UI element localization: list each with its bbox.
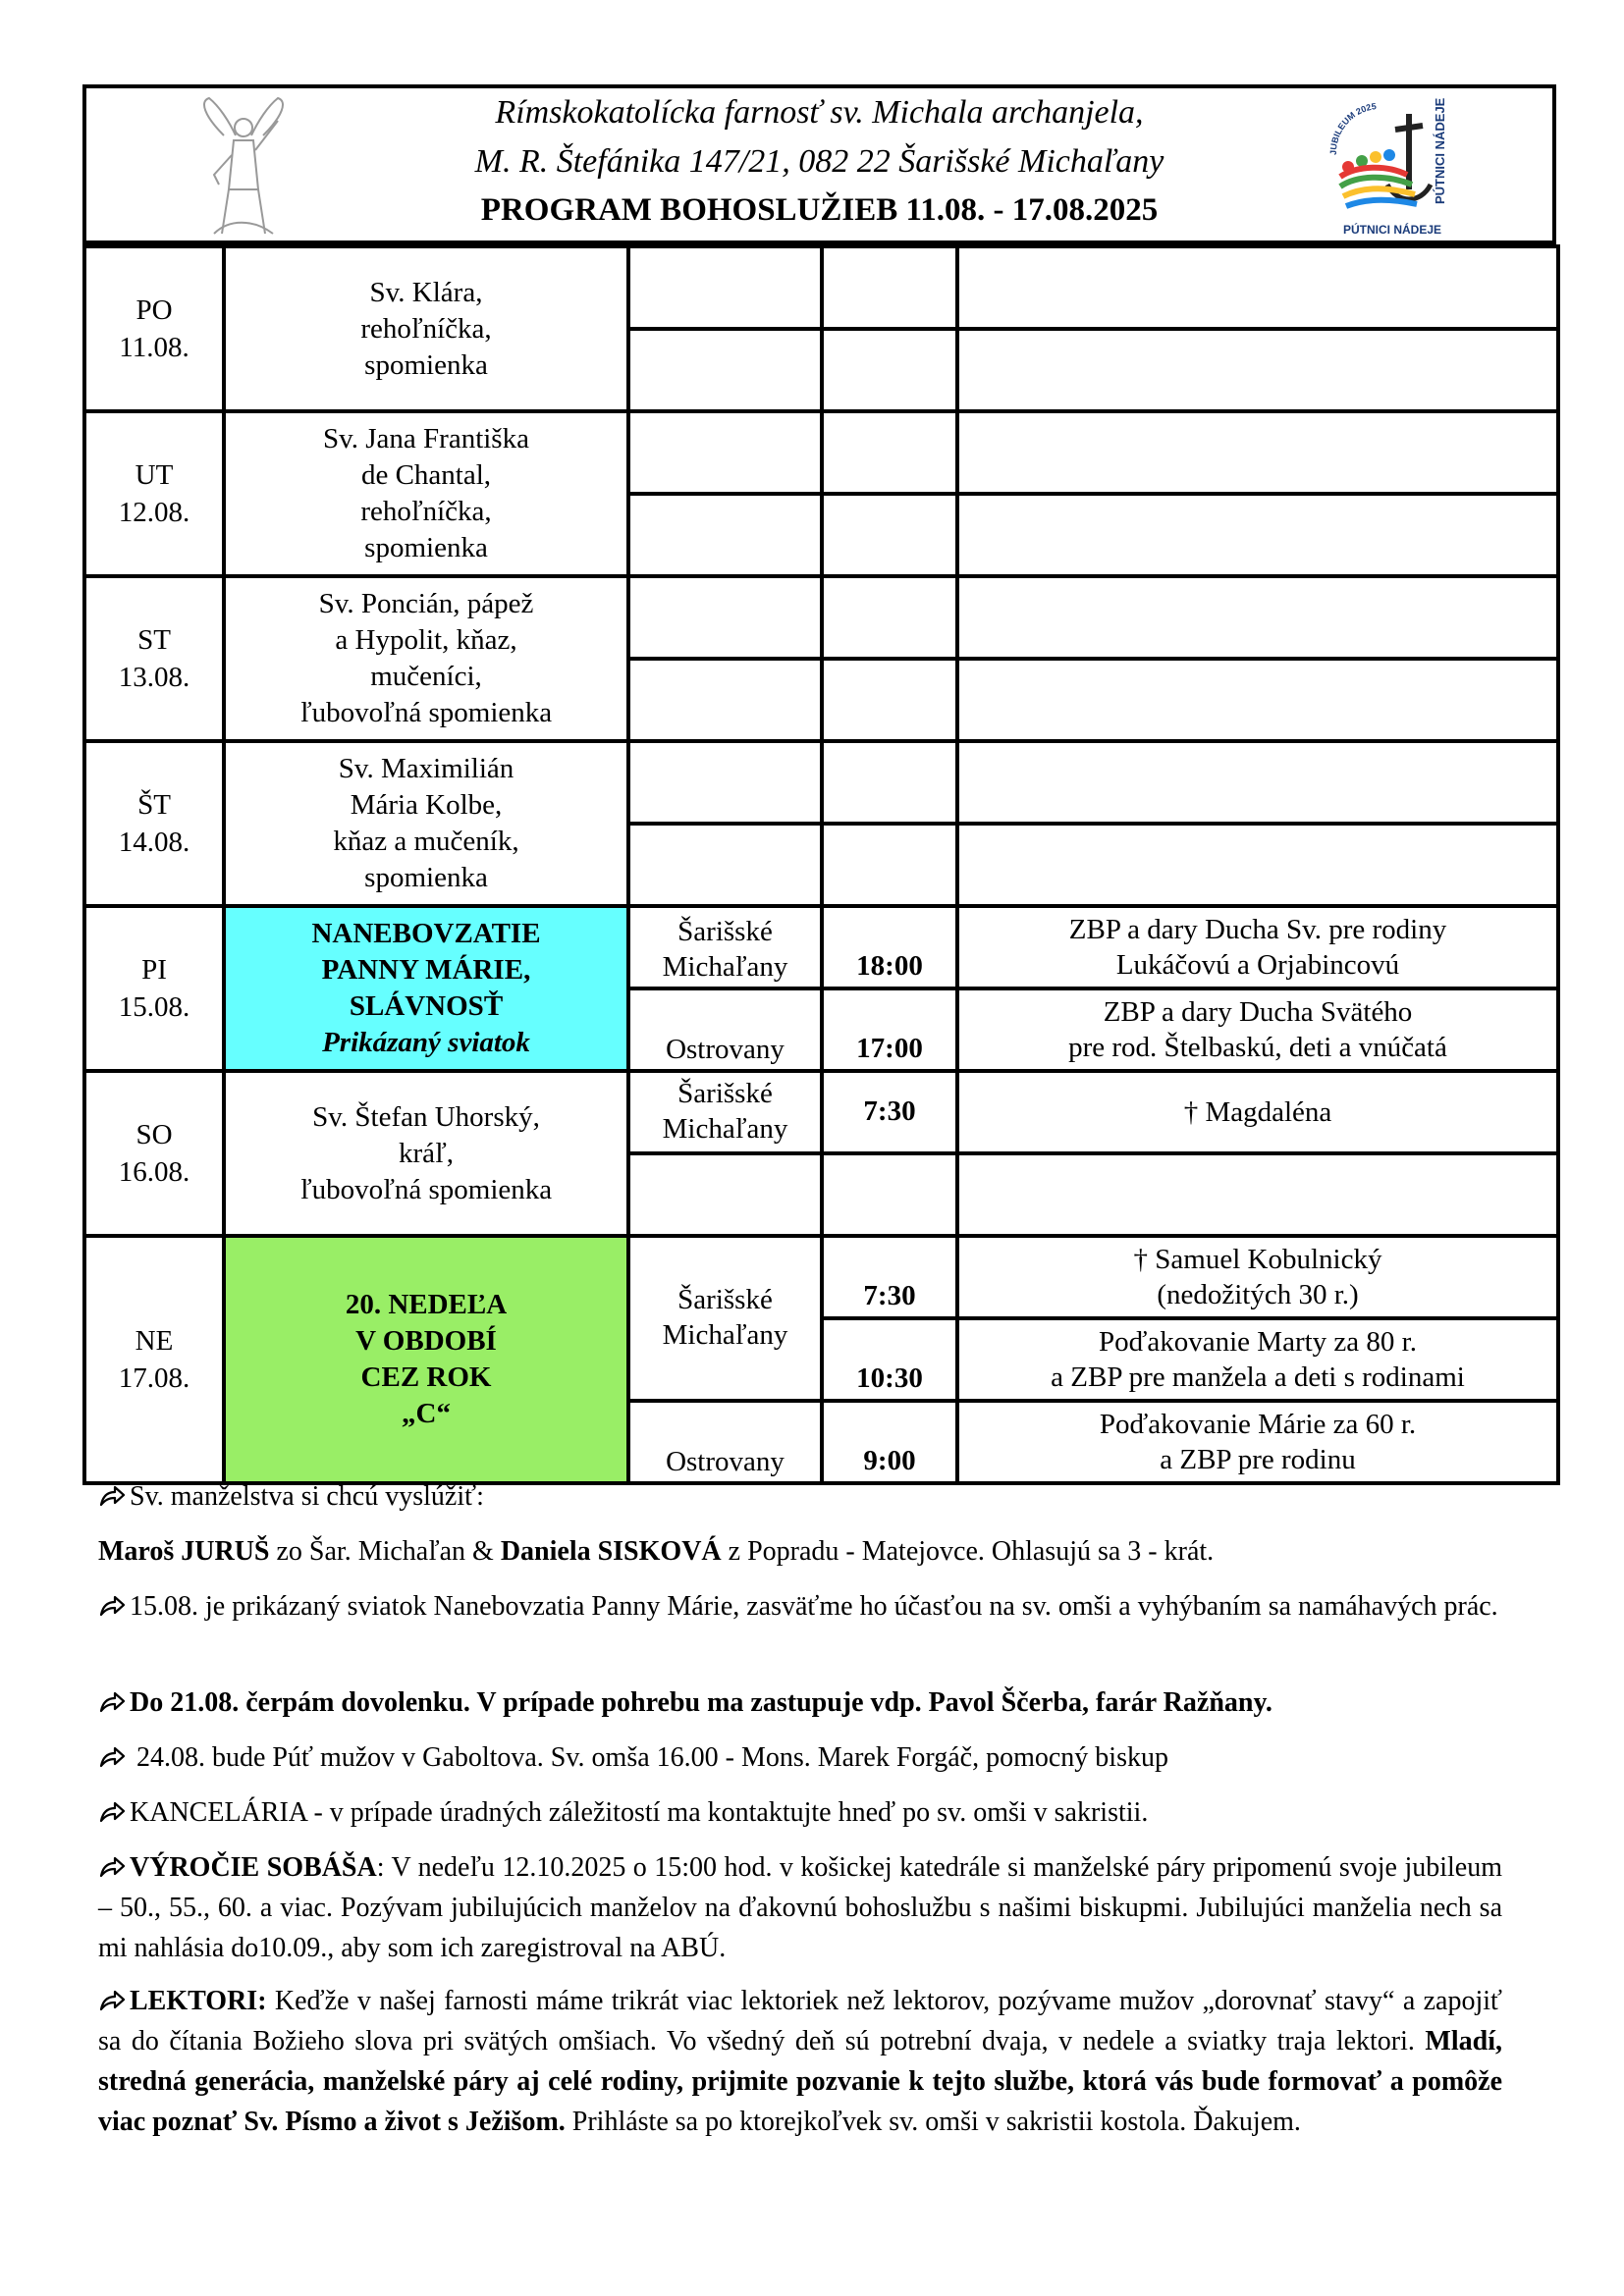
intention-cell: † Samuel Kobulnický (nedožitých 30 r.)	[957, 1236, 1558, 1318]
table-row	[84, 576, 1558, 659]
day-cell-st: ST 13.08.	[84, 576, 224, 741]
day-cell-pi: PI 15.08.	[84, 906, 224, 1071]
pointing-arrow-icon	[98, 1589, 126, 1613]
feast-cell-so: Sv. Štefan Uhorský, kráľ, ľubovoľná spomienka	[224, 1071, 628, 1236]
intention-cell	[957, 1153, 1558, 1236]
table-row	[84, 741, 1558, 824]
place-cell: Ostrovany	[628, 988, 822, 1071]
time-cell: 9:00	[822, 1401, 957, 1483]
intention-cell: Poďakovanie Marty za 80 r. a ZBP pre manžela a deti s rodinami	[957, 1318, 1558, 1401]
place-cell: Šarišské Michaľany	[628, 1071, 822, 1153]
place-cell	[628, 741, 822, 824]
place-cell	[628, 329, 822, 411]
pointing-arrow-icon	[98, 1850, 126, 1874]
time-cell	[822, 824, 957, 906]
place-cell: Ostrovany	[628, 1401, 822, 1483]
page-title: PROGRAM BOHOSLUŽIEB 11.08. - 17.08.2025	[480, 192, 1159, 228]
feast-cell-st: Sv. Poncián, pápež a Hypolit, kňaz, mučeníci, ľubovoľná spomienka	[224, 576, 628, 741]
notice-office: KANCELÁRIA - v prípade úradných záležitostí ma kontaktujte hneď po sv. omši v sakristii.	[98, 1792, 1502, 1833]
feast-cell-pi: NANEBOVZATIE PANNY MÁRIE, SLÁVNOSŤ Prikázaný sviatok	[224, 906, 628, 1071]
intention-cell	[957, 329, 1558, 411]
table-row	[84, 1071, 1558, 1153]
place-cell	[628, 494, 822, 576]
time-cell	[822, 659, 957, 741]
notice-pilgrimage: 24.08. bude Púť mužov v Gaboltova. Sv. omša 16.00 - Mons. Marek Forgáč, pomocný biskup	[98, 1737, 1502, 1778]
notice-marriage-couple: Maroš JURUŠ zo Šar. Michaľan & Daniela SISKOVÁ z Popradu - Matejovce. Ohlasujú sa 3 - krát.	[98, 1536, 1215, 1567]
schedule-table	[82, 244, 1560, 1485]
jubilee-arc-text: JUBILEUM 2025	[1327, 101, 1378, 156]
time-cell	[822, 741, 957, 824]
time-cell: 7:30	[822, 1236, 957, 1318]
notice-lectors: LEKTORI: Keďže v našej farnosti máme trikrát viac lektoriek než lektorov, pozývame mužov „dorovnať stavy“ a zapojiť sa do čítania Božieho slova pri svätých omšiach. Vo všedný deň sú potrební dvaja, v nedele a sviatky traja lektori. Mladí, stredná generácia, manželské páry aj celé rodiny, prijmite pozvanie k tejto službe, ktorá vás bude formovať a pomôže viac poznať Sv. Písmo a život s Ježišom. Prihláste sa po ktorejkoľvek sv. omši v sakristii kostola. Ďakujem.	[98, 1986, 1502, 2137]
table-row	[84, 1236, 1558, 1318]
notice-anniversary: VÝROČIE SOBÁŠA: V nedeľu 12.10.2025 o 15:00 hod. v košickej katedrále si manželské páry pripomenú svoje jubileum – 50., 55., 60. a viac. Pozývam jubilujúcich manželov na ďakovnú bohoslužbu s našimi biskupmi. Jubilujúci manželia nech sa mi nahlásia do10.09., aby som ich zaregistroval na ABÚ.	[98, 1852, 1502, 1963]
place-cell: Šarišské Michaľany	[628, 1236, 822, 1401]
feast-cell-st2: Sv. Maximilián Mária Kolbe, kňaz a mučeník, spomienka	[224, 741, 628, 906]
time-cell	[822, 329, 957, 411]
intention-cell	[957, 824, 1558, 906]
intention-cell	[957, 741, 1558, 824]
notice-marriage: Sv. manželstva si chcú vyslúžiť:	[98, 1476, 1502, 1517]
time-cell: 7:30	[822, 1071, 957, 1153]
pointing-arrow-icon	[98, 1685, 126, 1709]
notice-assumption: 15.08. je prikázaný sviatok Nanebovzatia Panny Márie, zasväťme ho účasťou na sv. omši a vyhýbaním sa namáhavých prác.	[98, 1586, 1502, 1627]
place-cell	[628, 246, 822, 329]
place-cell	[628, 659, 822, 741]
pointing-arrow-icon	[98, 1984, 126, 2007]
time-cell	[822, 576, 957, 659]
day-cell-ut: UT 12.08.	[84, 411, 224, 576]
intention-cell	[957, 494, 1558, 576]
table-row	[84, 906, 1558, 988]
place-cell: Šarišské Michaľany	[628, 906, 822, 988]
time-cell	[822, 494, 957, 576]
time-cell	[822, 246, 957, 329]
day-cell-st2: ŠT 14.08.	[84, 741, 224, 906]
feast-cell-ne: 20. NEDEĽA V OBDOBÍ CEZ ROK „C“	[224, 1236, 628, 1483]
time-cell: 17:00	[822, 988, 957, 1071]
feast-cell-po: Sv. Klára, rehoľníčka, spomienka	[224, 246, 628, 411]
time-cell: 10:30	[822, 1318, 957, 1401]
svg-text:JUBILEUM 2025	[1328, 101, 1377, 155]
intention-cell	[957, 246, 1558, 329]
page-header	[82, 84, 1556, 244]
jubilee-bottom-text: PÚTNICI NÁDEJE	[1342, 223, 1442, 237]
table-row	[84, 411, 1558, 494]
pointing-arrow-icon	[98, 1479, 126, 1503]
time-cell: 18:00	[822, 906, 957, 988]
feast-note: Prikázaný sviatok	[322, 1027, 530, 1058]
notice-vacation: Do 21.08. čerpám dovolenku. V prípade pohrebu ma zastupuje vdp. Pavol Ščerba, farár Ražňany.	[98, 1682, 1502, 1723]
intention-cell: ZBP a dary Ducha Sv. pre rodiny Lukáčovú a Orjabincovú	[957, 906, 1558, 988]
place-cell	[628, 824, 822, 906]
intention-cell	[957, 576, 1558, 659]
day-cell-ne: NE 17.08.	[84, 1236, 224, 1483]
intention-cell	[957, 411, 1558, 494]
intention-cell: ZBP a dary Ducha Svätého pre rod. Štelbaskú, deti a vnúčatá	[957, 988, 1558, 1071]
day-cell-po: PO 11.08.	[84, 246, 224, 411]
jubilee-side-text: PÚTNICI NÁDEJE	[1433, 97, 1447, 204]
pointing-arrow-icon	[98, 1795, 126, 1819]
pointing-arrow-icon	[98, 1740, 126, 1764]
intention-cell	[957, 659, 1558, 741]
intention-cell: Poďakovanie Márie za 60 r. a ZBP pre rodinu	[957, 1401, 1558, 1483]
feast-cell-ut: Sv. Jana Františka de Chantal, rehoľníčka, spomienka	[224, 411, 628, 576]
day-cell-so: SO 16.08.	[84, 1071, 224, 1236]
place-cell	[628, 1153, 822, 1236]
place-cell	[628, 411, 822, 494]
parish-address: M. R. Štefánika 147/21, 082 22 Šarišské Michaľany	[474, 143, 1164, 180]
jubilee-2025-logo-icon	[1319, 96, 1486, 241]
table-row	[84, 246, 1558, 329]
time-cell	[822, 411, 957, 494]
intention-cell: † Magdaléna	[957, 1071, 1558, 1153]
place-cell	[628, 576, 822, 659]
time-cell	[822, 1153, 957, 1236]
parish-name: Rímskokatolícka farnosť sv. Michala archanjela,	[495, 94, 1144, 131]
